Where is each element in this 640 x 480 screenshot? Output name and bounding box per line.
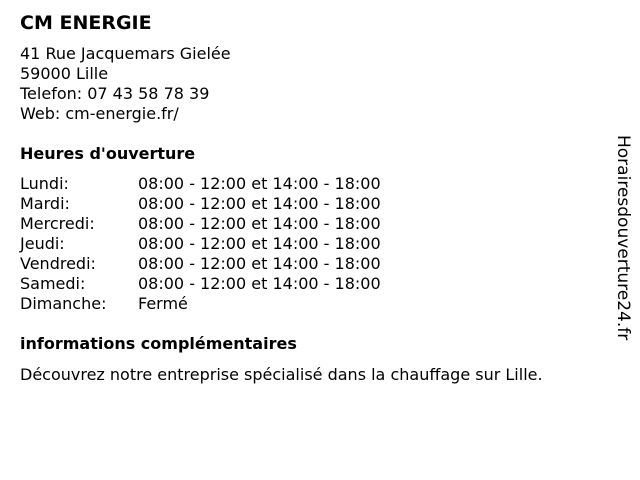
business-name: CM ENERGIE	[20, 12, 152, 34]
watermark-text: Horairesdouverture24.fr	[613, 135, 633, 341]
day-hours: 08:00 - 12:00 et 14:00 - 18:00	[138, 274, 381, 293]
watermark	[612, 135, 636, 345]
day-hours: 08:00 - 12:00 et 14:00 - 18:00	[138, 194, 381, 213]
website: Web: cm-energie.fr/	[20, 104, 179, 123]
business-contact	[20, 44, 231, 124]
additional-info-text: Découvrez notre entreprise spécialisé dans la chauffage sur Lille.	[20, 365, 543, 384]
opening-hours-heading: Heures d'ouverture	[20, 144, 196, 163]
address-street: 41 Rue Jacquemars Gielée	[20, 44, 231, 63]
day-label: Dimanche:	[20, 294, 107, 313]
day-hours: 08:00 - 12:00 et 14:00 - 18:00	[138, 214, 381, 233]
day-hours: Fermé	[138, 294, 188, 313]
phone-number: Telefon: 07 43 58 78 39	[20, 84, 210, 103]
day-label: Samedi:	[20, 274, 86, 293]
day-label: Mercredi:	[20, 214, 95, 233]
additional-info-heading: informations complémentaires	[20, 334, 297, 353]
day-hours: 08:00 - 12:00 et 14:00 - 18:00	[138, 254, 381, 273]
day-label: Mardi:	[20, 194, 70, 213]
day-label: Jeudi:	[20, 234, 65, 253]
address-city: 59000 Lille	[20, 64, 109, 83]
day-hours: 08:00 - 12:00 et 14:00 - 18:00	[138, 174, 381, 193]
day-label: Vendredi:	[20, 254, 96, 273]
day-hours: 08:00 - 12:00 et 14:00 - 18:00	[138, 234, 381, 253]
day-label: Lundi:	[20, 174, 69, 193]
